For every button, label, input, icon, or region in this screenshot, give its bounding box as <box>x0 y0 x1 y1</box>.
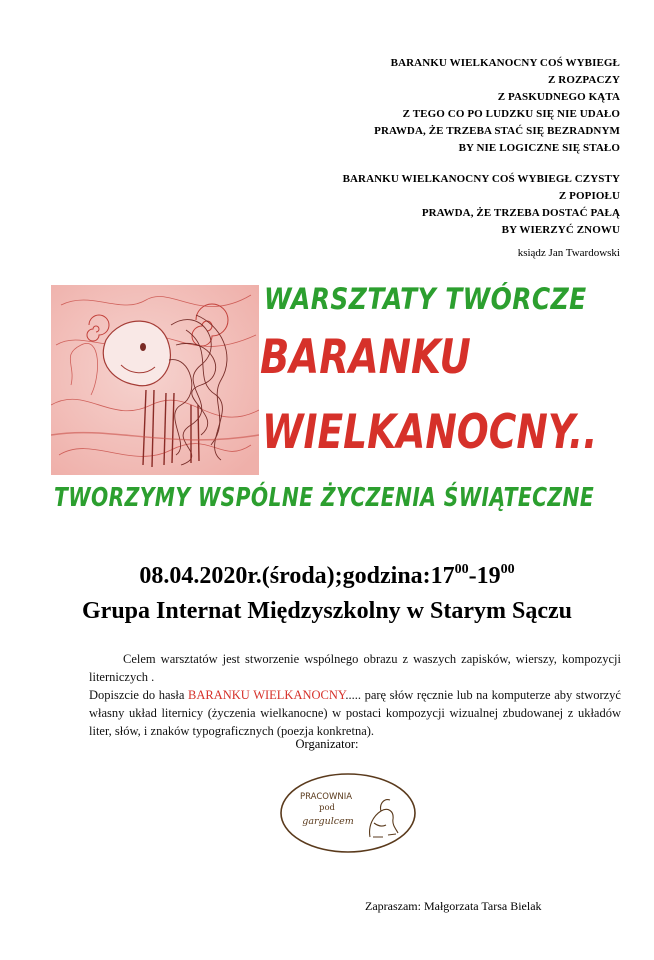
description-highlight: BARANKU WIELKANOCNY <box>188 688 346 702</box>
footer-invite: Zapraszam: Małgorzata Tarsa Bielak <box>365 899 542 913</box>
banner-workshop-title: WARSZTATY TWÓRCZE <box>264 282 587 316</box>
event-group: Grupa Internat Międzyszkolny w Starym Sączu <box>82 598 572 624</box>
poem-line: PRAWDA, ŻE TRZEBA DOSTAĆ PAŁĄ <box>421 207 620 219</box>
poem-line: BARANKU WIELKANOCNY COŚ WYBIEGŁ CZYSTY <box>342 173 620 185</box>
description-para-2 <box>89 686 621 740</box>
poem-line: PRAWDA, ŻE TRZEBA STAĆ SIĘ BEZRADNYM <box>374 125 620 137</box>
poem-line: Z ROZPACZY <box>548 74 620 86</box>
banner-baranku: BARANKU <box>260 330 471 385</box>
description-para-1: Celem warsztatów jest stworzenie wspólnego obrazu z waszych zapisków, wierszy, kompozycji literniczych . <box>89 652 621 684</box>
banner-wielkanocny: WIELKANOCNY.. <box>262 405 598 460</box>
poem-author: ksiądz Jan Twardowski <box>517 247 620 259</box>
poem-stanza-1 <box>343 55 620 157</box>
event-date <box>0 562 654 590</box>
poem-line: BY NIE LOGICZNE SIĘ STAŁO <box>458 142 620 154</box>
banner-subtitle: TWORZYMY WSPÓLNE ŻYCZENIA ŚWIĄTECZNE <box>54 483 595 513</box>
lamb-sketch-image <box>51 285 259 475</box>
poem-line: BARANKU WIELKANOCNY COŚ WYBIEGŁ <box>390 57 620 69</box>
logo-line-3: gargulcem <box>302 816 354 827</box>
poem-line: BY WIERZYĆ ZNOWU <box>501 224 620 236</box>
event-date-text: 08.04.2020r.(środa);godzina:17 <box>139 563 455 589</box>
description-para-2-start: Dopiszcie do hasła <box>89 688 188 702</box>
poem-line: Z POPIOŁU <box>558 190 620 202</box>
poem-line: Z PASKUDNEGO KĄTA <box>497 91 620 103</box>
organizer-label: Organizator: <box>295 737 359 751</box>
poem-stanza-2 <box>343 171 620 239</box>
poem-line: Z TEGO CO PO LUDZKU SIĘ NIE UDAŁO <box>402 108 620 120</box>
poem <box>343 55 620 239</box>
event-start-minutes: 00 <box>454 562 469 577</box>
logo-line-2: pod <box>319 803 335 813</box>
logo-line-1: PRACOWNIA <box>299 792 353 802</box>
event-dash: -19 <box>468 563 501 589</box>
event-end-minutes: 00 <box>500 562 515 577</box>
description-para-2-end: ..... parę słów ręcznie lub na komputerze aby stworzyć własny układ liternicy (życzenia wielkanocne) w postaci kompozycji wizualnej zbudowanej z układów liter, słów, i znaków typograficznych (poezja konkretna). <box>89 688 621 738</box>
pracownia-logo <box>278 771 418 855</box>
description <box>89 650 621 740</box>
